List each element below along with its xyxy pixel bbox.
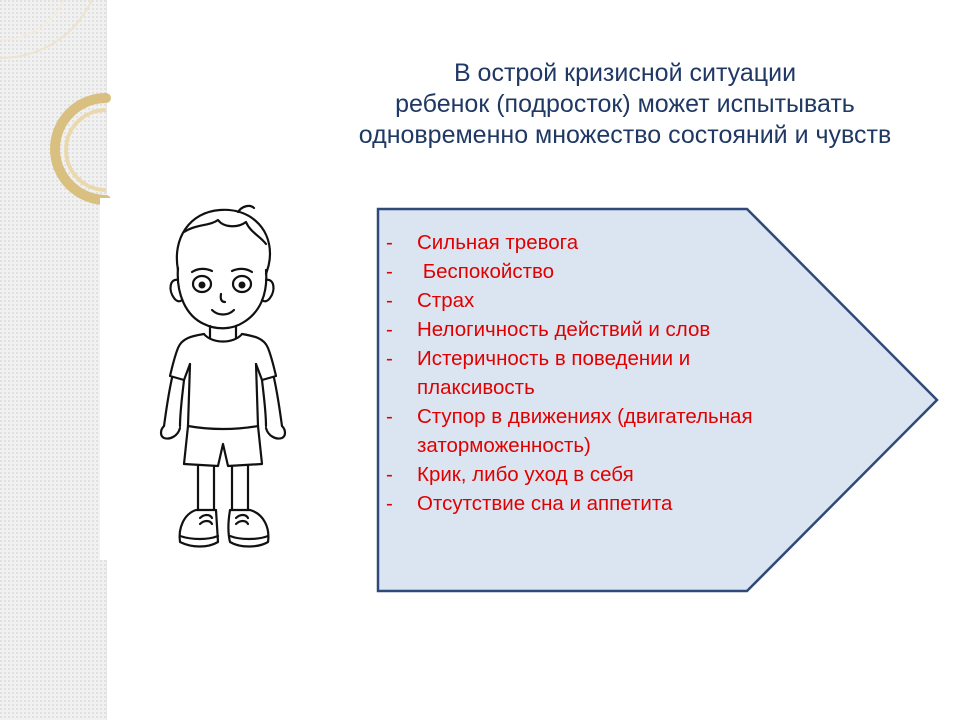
child-illustration [100,198,350,560]
slide-title [300,58,950,151]
list-item-text: Сильная тревога [417,231,579,254]
list-item-text: Беспокойство [417,260,555,283]
title-line-3: одновременно множество состояний и чувств [358,121,892,149]
list-item-text: Страх [417,289,475,312]
list-bullet: - [386,318,393,341]
list-item-text: Ступор в движениях (двигательная заторможенность) [417,405,753,457]
list-item [386,315,826,344]
list-item [386,228,826,257]
list-bullet: - [386,492,393,515]
list-item [386,460,826,489]
list-item-text: Отсутствие сна и аппетита [417,492,673,515]
list-item [386,344,757,402]
title-line-2: ребенок (подросток) может испытывать [395,90,855,118]
title-line-1: В острой кризисной ситуации [453,59,797,87]
list-bullet: - [386,405,393,428]
list-bullet: - [386,289,393,312]
list-item-text: Нелогичность действий и слов [417,318,711,341]
list-item-text: Крик, либо уход в себя [417,463,634,486]
list-item [386,402,837,460]
list-bullet: - [386,347,393,370]
list-item-text: Истеричность в поведении и плаксивость [417,347,691,399]
list-item [386,489,826,518]
list-bullet: - [386,260,393,283]
list-item [386,257,826,286]
list-item [386,286,826,315]
list-bullet: - [386,231,393,254]
list-bullet: - [386,463,393,486]
symptoms-list [386,228,826,518]
boy-figure-drawing [100,198,350,560]
